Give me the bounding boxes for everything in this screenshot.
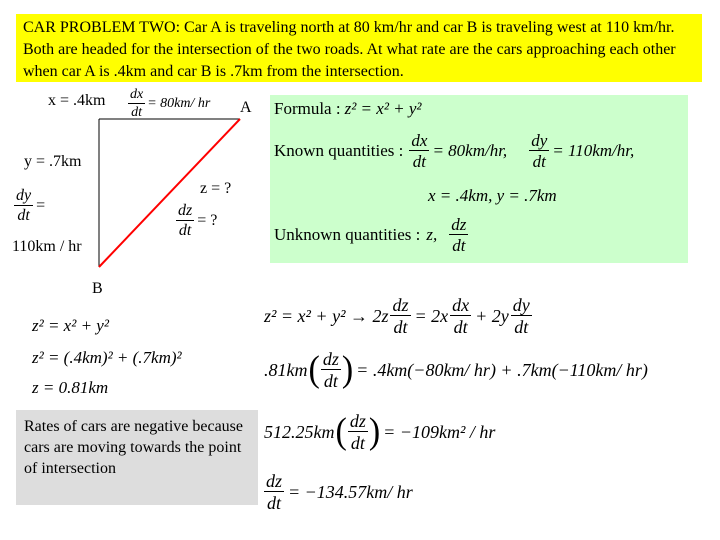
formula-line (274, 99, 422, 119)
eq1-plus: + 2y (475, 305, 509, 326)
known-dxdt-value: = 80km/hr, (432, 141, 508, 160)
unknown-z: z, (426, 225, 438, 244)
eq2-open-paren: ( (308, 349, 320, 390)
dydt-eq: = (36, 197, 46, 214)
point-b-label: B (92, 280, 103, 297)
problem-text: CAR PROBLEM TWO: Car A is traveling north at 80 km/hr and car B is traveling west at 110 km/hr. Both are headed for the intersection of the two roads. At what rate are the cars approaching each other when car A is .4km and car B is .7km from the intersection. (23, 19, 676, 80)
note-box (16, 410, 258, 505)
eq3-dzdt: $\frac{dz}{dt}$ (349, 411, 366, 453)
eq2-dzdt: $\frac{dz}{dt}$ (322, 349, 339, 391)
dzdt-diagram (176, 203, 217, 239)
eq1-dydt: $\frac{dy}{dt}$ (512, 295, 530, 337)
dxdt-value: = 80km/ hr (147, 96, 211, 111)
point-a-label: A (240, 99, 252, 116)
known-xy: x = .4km, y = .7km (428, 186, 557, 205)
y-label: y = .7km (24, 153, 82, 170)
note-text: Rates of cars are negative because cars are moving towards the point of intersection (24, 418, 243, 477)
unknown-quantities-line (274, 216, 468, 254)
right-eq2 (264, 350, 648, 390)
eq1-dxdt: $\frac{dx}{dt}$ (452, 295, 470, 337)
formula-expr: z² = x² + y² (344, 99, 422, 118)
eq4-right: = −134.57km/ hr (288, 481, 413, 502)
eq3-right: = −109km² / hr (383, 421, 496, 442)
left-solution-line3: z = 0.81km (32, 378, 109, 397)
right-eq1 (264, 296, 532, 336)
eq3-close-paren: ) (368, 411, 381, 452)
unknown-dzdt-fraction: $\frac{dz}{dt}$ (451, 215, 467, 255)
dydt-fraction: $\frac{dy}{dt}$ (16, 187, 32, 224)
z-label: z = ? (200, 180, 232, 197)
left-solution-line1: z² = x² + y² (32, 316, 109, 335)
right-eq3 (264, 412, 495, 452)
eq3-open-paren: ( (335, 411, 347, 452)
formula-label: Formula : (274, 99, 341, 118)
known-quantities-line (274, 132, 634, 170)
x-label-group (48, 92, 105, 110)
eq2-right: = .4km(−80km/ hr) + .7km(−110km/ hr) (356, 359, 648, 380)
eq1-dzdt: $\frac{dz}{dt}$ (392, 295, 409, 337)
left-solution-line2: z² = (.4km)² + (.7km)² (32, 348, 182, 367)
dxdt-fraction: $\frac{dx}{dt}$ (130, 87, 144, 120)
eq1-left: z² = x² + y² → 2z (264, 305, 389, 326)
eq2-left: .81km (264, 359, 308, 380)
dzdt-eq: = ? (197, 212, 218, 229)
right-eq4 (264, 472, 413, 512)
unknown-label: Unknown quantities : (274, 225, 421, 244)
eq4-dzdt: $\frac{dz}{dt}$ (266, 471, 283, 513)
eq2-close-paren: ) (341, 349, 354, 390)
known-dydt-fraction: $\frac{dy}{dt}$ (531, 131, 548, 171)
dydt-diagram (14, 188, 45, 224)
eq3-left: 512.25km (264, 421, 335, 442)
eq1-mid: = 2x (414, 305, 449, 326)
known-label: Known quantities : (274, 141, 404, 160)
dzdt-fraction: $\frac{dz}{dt}$ (178, 202, 193, 239)
dydt-value: 110km / hr (12, 238, 82, 255)
known-dxdt-fraction: $\frac{dx}{dt}$ (411, 131, 428, 171)
known-dydt-value: = 110km/hr, (552, 141, 635, 160)
x-label: x = .4km (48, 92, 106, 109)
dxdt-diagram (128, 88, 210, 120)
